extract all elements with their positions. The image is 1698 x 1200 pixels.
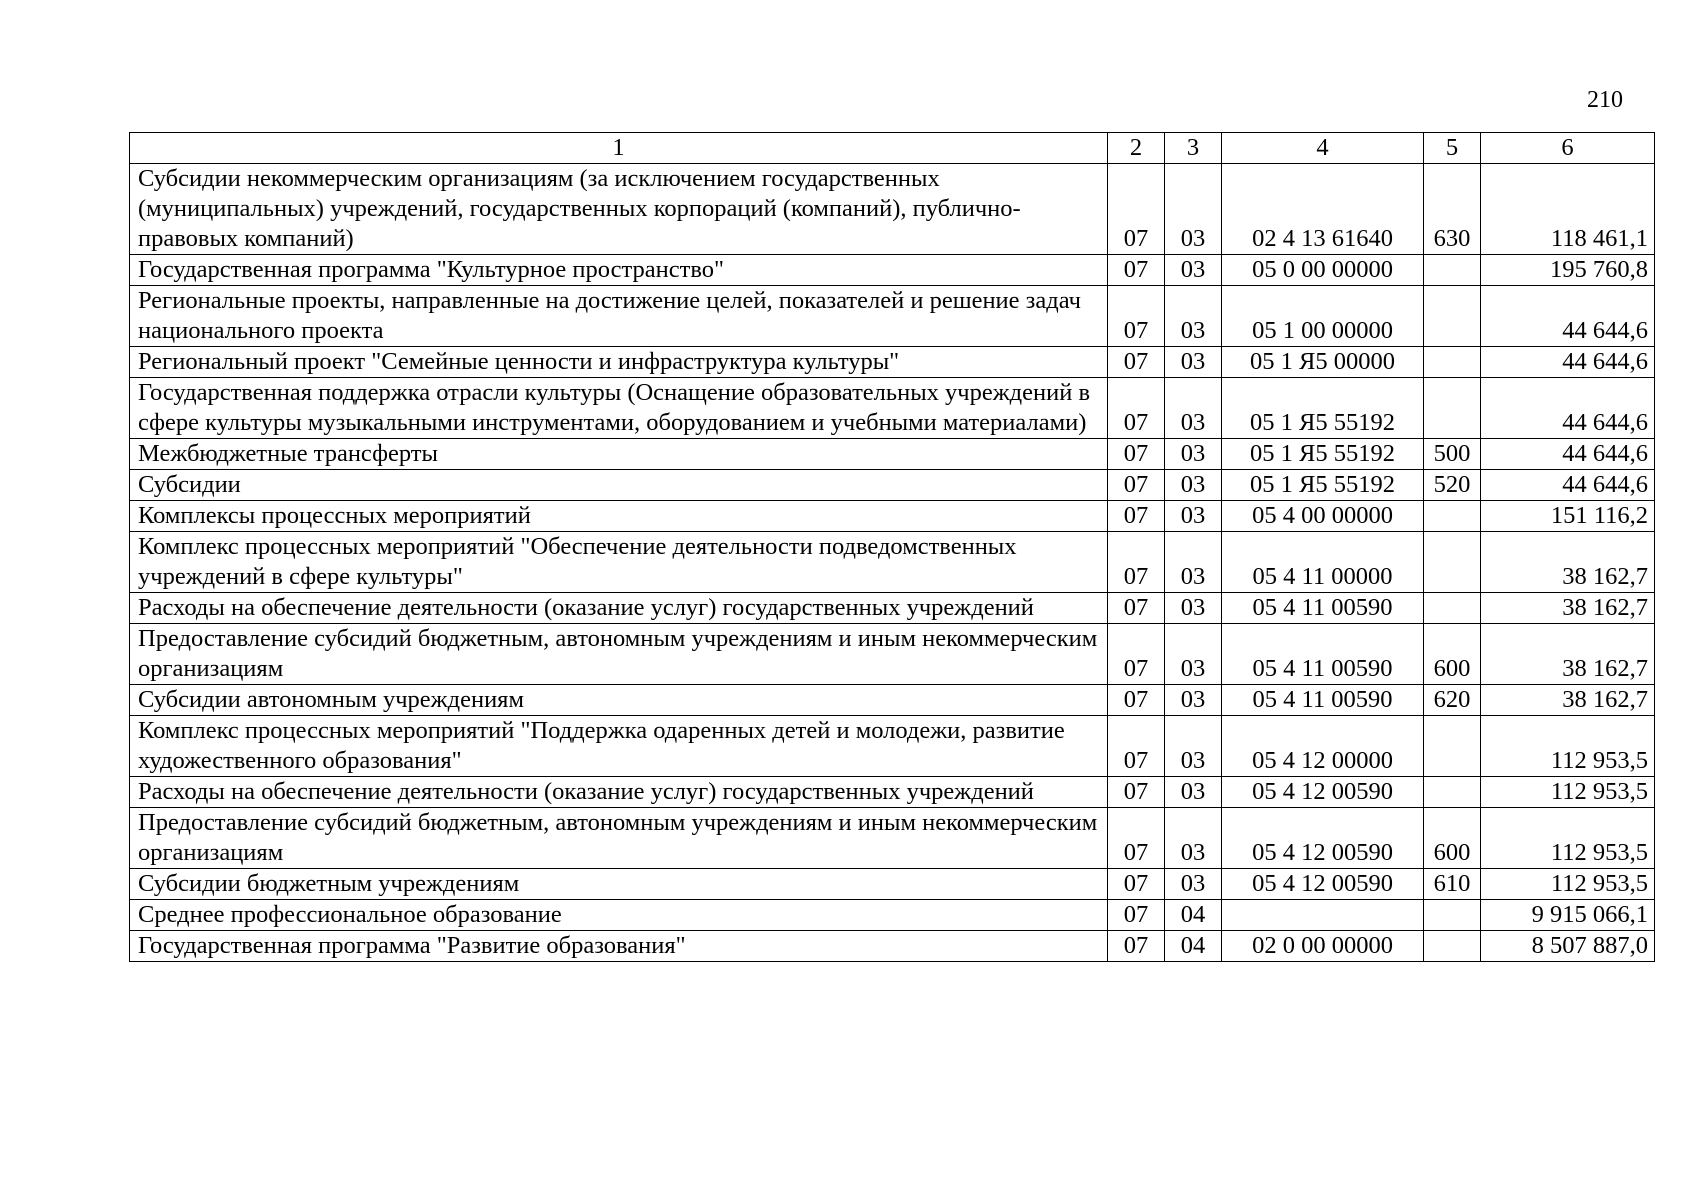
row-section-cell: 07 [1108, 593, 1165, 624]
table-row [130, 378, 1655, 439]
row-target-code-cell: 05 4 12 00590 [1222, 777, 1424, 808]
row-section-cell: 07 [1108, 869, 1165, 900]
row-expense-type-cell [1424, 286, 1481, 347]
table-row [130, 501, 1655, 532]
row-section-cell: 07 [1108, 931, 1165, 962]
row-name-cell: Комплексы процессных мероприятий [130, 501, 1108, 532]
table-row [130, 439, 1655, 470]
row-section-cell: 07 [1108, 685, 1165, 716]
row-subsection-cell: 03 [1165, 164, 1222, 255]
row-section-cell: 07 [1108, 255, 1165, 286]
row-amount-cell: 38 162,7 [1481, 685, 1655, 716]
row-target-code-cell: 05 4 11 00590 [1222, 593, 1424, 624]
row-amount-cell: 44 644,6 [1481, 286, 1655, 347]
row-expense-type-cell [1424, 931, 1481, 962]
table-row [130, 869, 1655, 900]
row-target-code-cell: 05 4 12 00000 [1222, 716, 1424, 777]
row-expense-type-cell: 600 [1424, 808, 1481, 869]
row-target-code-cell: 05 4 11 00590 [1222, 685, 1424, 716]
header-col-3: 3 [1165, 133, 1222, 164]
row-section-cell: 07 [1108, 439, 1165, 470]
row-name-cell: Предоставление субсидий бюджетным, автономным учреждениям и иным некоммерческим организациям [130, 808, 1108, 869]
table-row [130, 532, 1655, 593]
row-subsection-cell: 03 [1165, 685, 1222, 716]
row-expense-type-cell [1424, 378, 1481, 439]
row-target-code-cell: 05 1 Я5 55192 [1222, 378, 1424, 439]
row-target-code-cell: 05 1 Я5 55192 [1222, 439, 1424, 470]
row-section-cell: 07 [1108, 900, 1165, 931]
row-section-cell: 07 [1108, 808, 1165, 869]
row-expense-type-cell: 500 [1424, 439, 1481, 470]
row-amount-cell: 44 644,6 [1481, 439, 1655, 470]
row-subsection-cell: 03 [1165, 869, 1222, 900]
row-subsection-cell: 03 [1165, 470, 1222, 501]
row-name-cell: Субсидии [130, 470, 1108, 501]
row-name-cell: Предоставление субсидий бюджетным, автономным учреждениям и иным некоммерческим организациям [130, 624, 1108, 685]
row-expense-type-cell [1424, 501, 1481, 532]
row-name-cell: Субсидии некоммерческим организациям (за исключением государственных (муниципальных) учреждений, государственных корпораций (компаний), публично-правовых компаний) [130, 164, 1108, 255]
row-amount-cell: 44 644,6 [1481, 470, 1655, 501]
row-amount-cell: 112 953,5 [1481, 808, 1655, 869]
row-subsection-cell: 04 [1165, 931, 1222, 962]
row-amount-cell: 112 953,5 [1481, 869, 1655, 900]
row-expense-type-cell [1424, 716, 1481, 777]
table-row [130, 716, 1655, 777]
table-row [130, 286, 1655, 347]
table-header-row [130, 133, 1655, 164]
row-target-code-cell: 05 1 Я5 55192 [1222, 470, 1424, 501]
row-name-cell: Региональные проекты, направленные на достижение целей, показателей и решение задач национального проекта [130, 286, 1108, 347]
header-col-2: 2 [1108, 133, 1165, 164]
row-expense-type-cell [1424, 255, 1481, 286]
header-col-5: 5 [1424, 133, 1481, 164]
table-row [130, 593, 1655, 624]
row-amount-cell: 38 162,7 [1481, 624, 1655, 685]
row-target-code-cell: 05 4 00 00000 [1222, 501, 1424, 532]
row-name-cell: Расходы на обеспечение деятельности (оказание услуг) государственных учреждений [130, 593, 1108, 624]
row-subsection-cell: 03 [1165, 347, 1222, 378]
row-amount-cell: 9 915 066,1 [1481, 900, 1655, 931]
row-amount-cell: 44 644,6 [1481, 378, 1655, 439]
budget-table [129, 132, 1655, 962]
row-amount-cell: 195 760,8 [1481, 255, 1655, 286]
row-section-cell: 07 [1108, 532, 1165, 593]
row-expense-type-cell: 620 [1424, 685, 1481, 716]
row-section-cell: 07 [1108, 716, 1165, 777]
row-target-code-cell: 05 4 12 00590 [1222, 869, 1424, 900]
table-row [130, 164, 1655, 255]
row-name-cell: Государственная программа "Культурное пространство" [130, 255, 1108, 286]
row-subsection-cell: 03 [1165, 593, 1222, 624]
page-number: 210 [1587, 87, 1623, 113]
row-subsection-cell: 03 [1165, 378, 1222, 439]
row-subsection-cell: 03 [1165, 808, 1222, 869]
table-body [130, 164, 1655, 962]
row-name-cell: Расходы на обеспечение деятельности (оказание услуг) государственных учреждений [130, 777, 1108, 808]
row-target-code-cell [1222, 900, 1424, 931]
table-row [130, 900, 1655, 931]
row-amount-cell: 151 116,2 [1481, 501, 1655, 532]
header-col-6: 6 [1481, 133, 1655, 164]
row-section-cell: 07 [1108, 347, 1165, 378]
table-row [130, 931, 1655, 962]
row-section-cell: 07 [1108, 501, 1165, 532]
row-target-code-cell: 05 0 00 00000 [1222, 255, 1424, 286]
row-expense-type-cell [1424, 532, 1481, 593]
row-amount-cell: 112 953,5 [1481, 777, 1655, 808]
row-subsection-cell: 03 [1165, 439, 1222, 470]
row-section-cell: 07 [1108, 378, 1165, 439]
row-name-cell: Субсидии бюджетным учреждениям [130, 869, 1108, 900]
row-section-cell: 07 [1108, 286, 1165, 347]
row-target-code-cell: 02 0 00 00000 [1222, 931, 1424, 962]
row-section-cell: 07 [1108, 777, 1165, 808]
row-section-cell: 07 [1108, 470, 1165, 501]
row-subsection-cell: 04 [1165, 900, 1222, 931]
row-name-cell: Государственная программа "Развитие образования" [130, 931, 1108, 962]
row-section-cell: 07 [1108, 624, 1165, 685]
row-subsection-cell: 03 [1165, 624, 1222, 685]
row-expense-type-cell: 630 [1424, 164, 1481, 255]
row-section-cell: 07 [1108, 164, 1165, 255]
row-expense-type-cell [1424, 900, 1481, 931]
row-expense-type-cell: 600 [1424, 624, 1481, 685]
row-expense-type-cell [1424, 347, 1481, 378]
row-expense-type-cell: 610 [1424, 869, 1481, 900]
table-row [130, 808, 1655, 869]
table-row [130, 685, 1655, 716]
header-col-1: 1 [130, 133, 1108, 164]
row-target-code-cell: 05 4 12 00590 [1222, 808, 1424, 869]
row-expense-type-cell: 520 [1424, 470, 1481, 501]
row-name-cell: Субсидии автономным учреждениям [130, 685, 1108, 716]
row-target-code-cell: 05 4 11 00590 [1222, 624, 1424, 685]
row-amount-cell: 38 162,7 [1481, 593, 1655, 624]
header-col-4: 4 [1222, 133, 1424, 164]
row-name-cell: Региональный проект "Семейные ценности и инфраструктура культуры" [130, 347, 1108, 378]
row-target-code-cell: 05 4 11 00000 [1222, 532, 1424, 593]
row-amount-cell: 44 644,6 [1481, 347, 1655, 378]
table-row [130, 347, 1655, 378]
row-subsection-cell: 03 [1165, 501, 1222, 532]
row-amount-cell: 112 953,5 [1481, 716, 1655, 777]
row-expense-type-cell [1424, 593, 1481, 624]
row-amount-cell: 118 461,1 [1481, 164, 1655, 255]
row-name-cell: Комплекс процессных мероприятий "Поддержка одаренных детей и молодежи, развитие художественного образования" [130, 716, 1108, 777]
row-name-cell: Среднее профессиональное образование [130, 900, 1108, 931]
row-subsection-cell: 03 [1165, 286, 1222, 347]
table-row [130, 777, 1655, 808]
row-subsection-cell: 03 [1165, 777, 1222, 808]
row-target-code-cell: 05 1 00 00000 [1222, 286, 1424, 347]
row-name-cell: Межбюджетные трансферты [130, 439, 1108, 470]
row-name-cell: Государственная поддержка отрасли культуры (Оснащение образовательных учреждений в сфере культуры музыкальными инструментами, оборудованием и учебными материалами) [130, 378, 1108, 439]
row-target-code-cell: 05 1 Я5 00000 [1222, 347, 1424, 378]
row-name-cell: Комплекс процессных мероприятий "Обеспечение деятельности подведомственных учреждений в сфере культуры" [130, 532, 1108, 593]
row-subsection-cell: 03 [1165, 255, 1222, 286]
row-target-code-cell: 02 4 13 61640 [1222, 164, 1424, 255]
row-amount-cell: 8 507 887,0 [1481, 931, 1655, 962]
table-row [130, 624, 1655, 685]
row-subsection-cell: 03 [1165, 532, 1222, 593]
row-amount-cell: 38 162,7 [1481, 532, 1655, 593]
row-subsection-cell: 03 [1165, 716, 1222, 777]
row-expense-type-cell [1424, 777, 1481, 808]
table-row [130, 470, 1655, 501]
table-row [130, 255, 1655, 286]
